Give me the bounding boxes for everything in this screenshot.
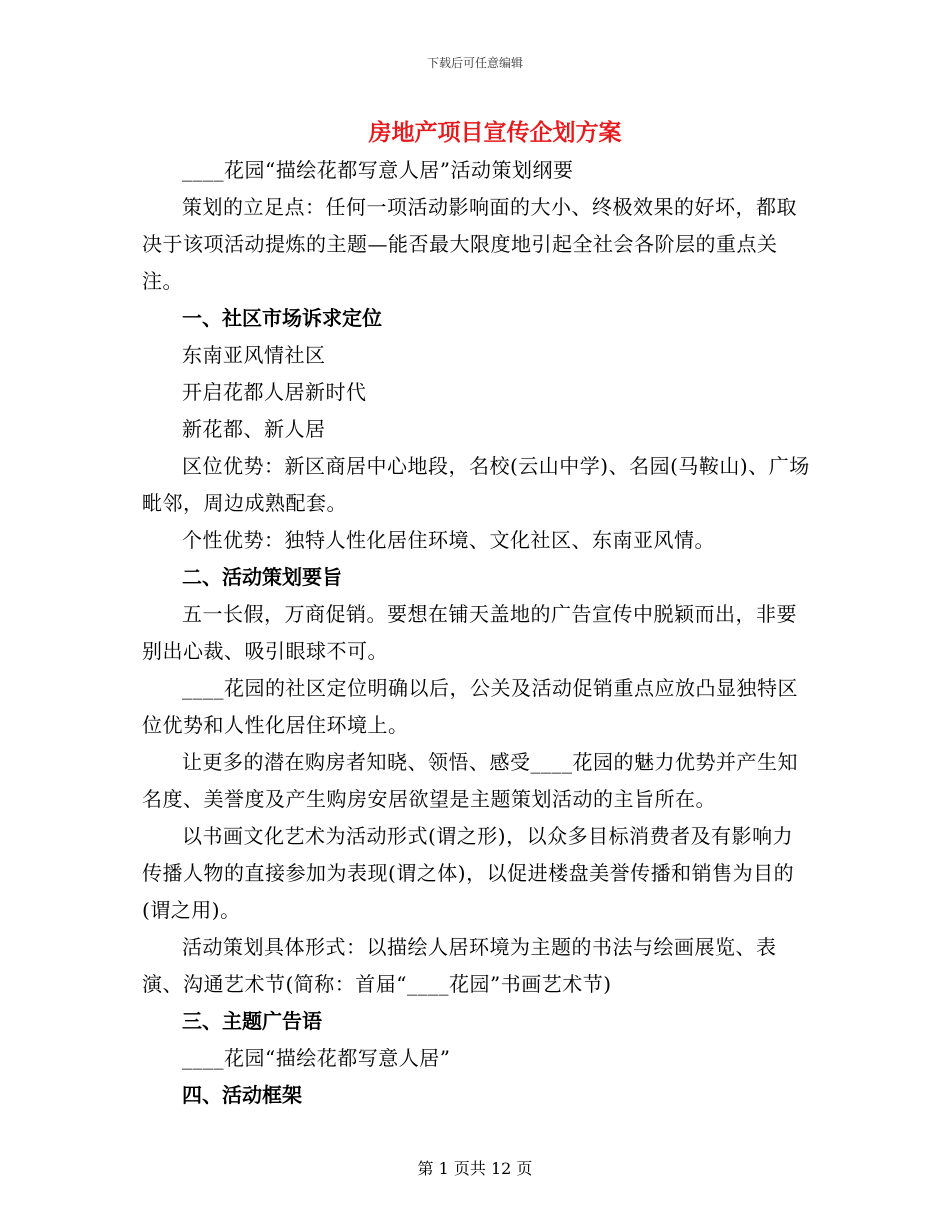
- holiday-promo-paragraph: 五一长假，万商促销。要想在铺天盖地的广告宣传中脱颖而出，非要别出心裁、吸引眼球不可。: [142, 602, 797, 663]
- document-body: [142, 152, 810, 1114]
- activity-form-paragraph: 以书画文化艺术为活动形式(谓之形)，以众多目标消费者及有影响力传播人物的直接参加为表现(谓之体)，以促进楼盘美誉传播和销售为目的(谓之用)。: [142, 824, 795, 922]
- section-heading-2: 二、活动策划要旨: [182, 565, 342, 589]
- section-heading-3: 三、主题广告语: [182, 1009, 322, 1033]
- section-heading-1: 一、社区市场诉求定位: [182, 306, 382, 330]
- slogan-paragraph: ____花园“描绘花都写意人居”: [182, 1046, 451, 1070]
- page-number-footer: 第 1 页共 12 页: [417, 1159, 533, 1178]
- section-heading-4: 四、活动框架: [182, 1083, 302, 1107]
- personality-advantage-paragraph: 个性优势：独特人性化居住环境、文化社区、东南亚风情。: [182, 528, 715, 552]
- subtitle-paragraph: ____花园“描绘花都写意人居”活动策划纲要: [182, 158, 574, 182]
- purpose-paragraph: 让更多的潜在购房者知晓、领悟、感受____花园的魅力优势并产生知名度、美誉度及产生购房安居欲望是主题策划活动的主旨所在。: [142, 750, 798, 811]
- premise-paragraph: 策划的立足点：任何一项活动影响面的大小、终极效果的好坏，都取决于该项活动提炼的主题—能否最大限度地引起全社会各阶层的重点关注。: [142, 195, 797, 293]
- document-title: 房地产项目宣传企划方案: [368, 119, 622, 146]
- positioning-line-2: 开启花都人居新时代: [182, 380, 367, 404]
- location-advantage-paragraph: 区位优势：新区商居中心地段，名校(云山中学)、名园(马鞍山)、广场毗邻，周边成熟配套。: [142, 454, 810, 515]
- specific-form-paragraph: 活动策划具体形式：以描绘人居环境为主题的书法与绘画展览、表演、沟通艺术节(简称：首届“____花园”书画艺术节): [142, 935, 777, 996]
- positioning-line-1: 东南亚风情社区: [182, 343, 326, 367]
- header-note: 下载后可任意编辑: [426, 56, 523, 70]
- pr-focus-paragraph: ____花园的社区定位明确以后，公关及活动促销重点应放凸显独特区位优势和人性化居住环境上。: [142, 676, 798, 737]
- positioning-line-3: 新花都、新人居: [182, 417, 326, 441]
